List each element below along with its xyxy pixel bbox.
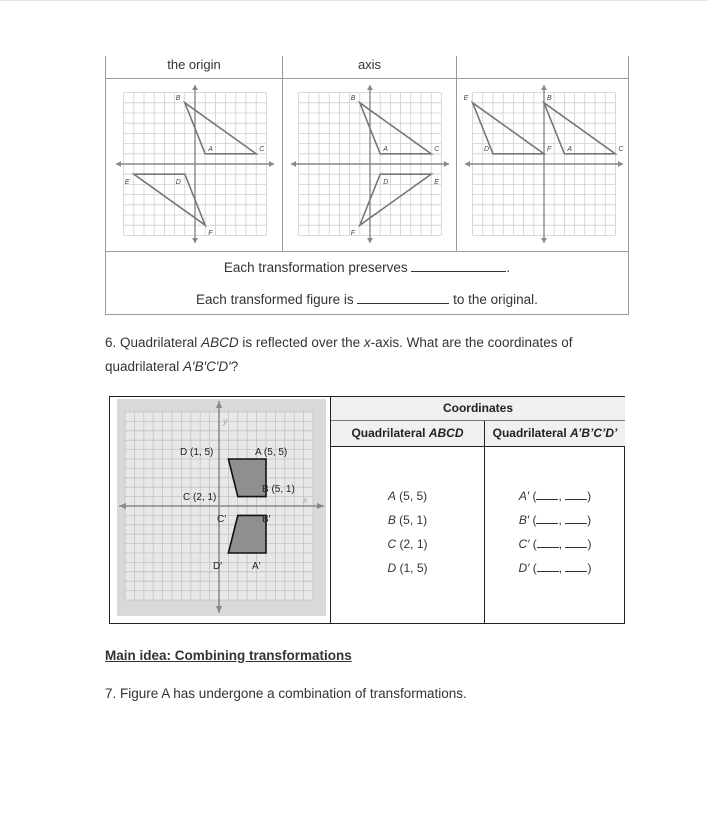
answer-blank[interactable] [357,291,449,304]
vertex-label: D [383,179,389,187]
vertex-label: B [350,94,356,102]
header-cell-translation [457,56,629,78]
vertex-label: B [547,94,552,102]
label-c-prime: C′ [217,514,227,525]
answer-blank-x[interactable] [536,490,558,500]
vertex-label: E [463,94,469,102]
table-header-row [106,56,628,79]
statement-congruent: Each transformed figure is to the original. [196,292,538,307]
statement-preserves: Each transformation preserves . [223,260,511,275]
triangle [544,103,615,154]
quadrilateral-graph [110,397,330,623]
page-top-border [0,0,707,1]
answer-blank[interactable] [411,259,506,272]
main-idea-heading: Main idea: Combining transformations [105,648,352,663]
original-point-d: D (1, 5) [387,561,428,575]
image-point-d: D′ ( , ) [518,561,592,575]
answer-blank-y[interactable] [565,538,587,548]
original-coordinates-column [331,447,484,623]
original-point-c: C (2, 1) [387,537,428,551]
coordinates-title: Coordinates [331,397,625,421]
vertex-label: F [208,230,213,238]
answer-blank-y[interactable] [565,562,587,572]
image-point-a: A′ ( , ) [518,489,592,503]
label-a-prime: A′ [252,561,261,572]
answer-blank-x[interactable] [537,538,559,548]
vertex-label: A [383,145,388,153]
quadrilateral-graph-cell [110,397,331,623]
label-b-prime: B′ [262,514,271,525]
vertex-label: D [484,145,490,153]
image-point-b: B′ ( , ) [518,513,592,527]
original-point-b: B (5, 1) [387,513,428,527]
statements-row [106,252,628,314]
graph-translation [463,83,625,245]
vertex-label: D [175,179,181,187]
answer-blank-x[interactable] [537,562,559,572]
answer-blank-y[interactable] [565,490,587,500]
label-d: D (1, 5) [180,447,214,458]
coordinates-table [109,396,625,624]
label-b: B (5, 1) [262,484,295,495]
original-point-a: A (5, 5) [387,489,428,503]
image-coordinates-column [485,447,625,623]
vertex-label: A [208,145,213,153]
label-c: C (2, 1) [183,492,217,503]
vertex-label: A [567,145,573,153]
question-6: 6. Quadrilateral ABCD is reflected over the x-axis. What are the coordinates of quadrilateral A′B′C′D′? [105,335,573,374]
vertex-label: E [124,179,130,187]
vertex-label: B [175,94,181,102]
header-cell-rotation: the origin [167,57,221,72]
vertex-label: C [618,145,624,153]
question-7: 7. Figure A has undergone a combination of transformations. [105,686,467,701]
graphs-row [106,79,628,252]
label-d-prime: D′ [213,561,223,572]
vertex-label: F [547,145,552,153]
column-header-image: Quadrilateral A’B’C’D’ [485,421,625,447]
header-cell-reflection: axis [357,57,382,72]
answer-blank-x[interactable] [536,514,558,524]
x-axis-label: x [303,495,308,505]
graph-reflection [289,83,451,245]
answer-blank-y[interactable] [565,514,587,524]
image-point-c: C′ ( , ) [518,537,592,551]
vertex-label: E [434,179,439,187]
transformations-table [105,56,629,315]
vertex-label: C [259,145,265,153]
vertex-label: C [434,145,440,153]
y-axis-label: y [223,416,228,426]
graph-rotation [114,83,276,245]
vertex-label: F [350,230,356,238]
column-header-original: Quadrilateral ABCD [331,421,484,447]
label-a: A (5, 5) [255,447,288,458]
